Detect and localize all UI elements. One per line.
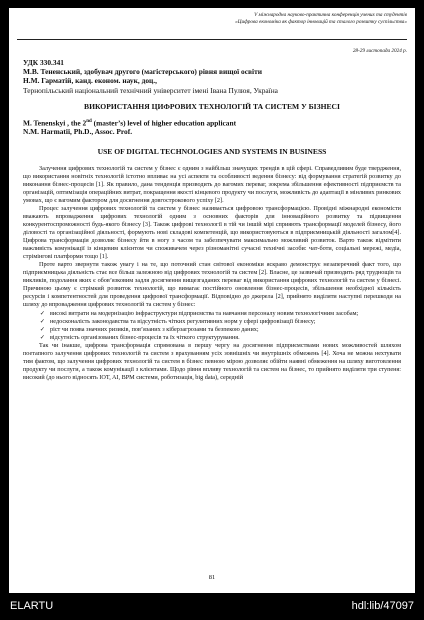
author-en-1 — [23, 117, 401, 128]
list-item-text: високі витрати на модернізацію інфраструктури підприємства та навчання персоналу новим технологічним засобам; — [50, 309, 359, 317]
paragraph-4: Так чи інакше, цифрова трансформація спрямована в першу чергу на досягнення підприємствами нових можливостей шляхом поетапного залучення цифрових технологій та систем з врахуванням усіх зовнішніх чи внутрішніх обмежень [4]. Хоча не можна нехтувати тим фактом, що залучення цифрових технологій та систем в бізнес певною мірою дозволяє обійти наявні обмеження на шляху виготовлення продукту чи послуги, а також комунікації з клієнтами. Щодо рівня впливу технологій та систем на бізнес, то прийнято виділяти три ступеня: високий (до нього відносять IOT, AI, BPM системи, роботизація, big data), середній — [23, 341, 401, 381]
paragraph-2: Процес залучення цифрових технологій та систем у бізнес називається цифровою трансформацією. Провідні міжнародні економісти вважають впровадження цифрових технологій одним з основних факторів для інноваційного розвитку та підвищення конкурентоспроможності будь-якого бізнесу [3]. Також цифрові технології в тій чи іншій мірі сприяють трансформації моделей бізнесу, його діловості та організаційної діяльності, формують нові складові компетенцій, що використовуються в підприємницькій діяльності загалом[4]. Цифрова трансформація дозволяє бізнесу йти в ногу з часом та забезпечувати максимально можливий розвиток. Варто також відмітити важливість комунікації із кінцевим клієнтом чи споживачем через різноманітні сучасні технічні засоби: чат-боти, соціальні мережі, медіа, стрімінгові платформи тощо [1]. — [23, 204, 401, 261]
list-item-text: відсутність організованих бізнес-процесів та їх чіткого структурування. — [50, 333, 240, 341]
checkmark-icon: ✓ — [39, 333, 45, 341]
checkmark-icon: ✓ — [39, 317, 45, 325]
conference-header — [235, 12, 407, 54]
list-item — [23, 318, 401, 326]
document-page — [9, 8, 415, 593]
checkmark-icon: ✓ — [39, 325, 45, 333]
header-date: 28-29 листопада 2024 р. — [352, 48, 407, 54]
list-item-text: недосконалість законодавства та відсутність чітких регулятивних норм у сфері цифровізації бізнесу; — [50, 317, 316, 325]
list-item — [23, 326, 401, 334]
author-en-2: N.M. Harmatii, Ph.D., Assoc. Prof. — [23, 127, 133, 137]
footer-right-handle: hdl:lib/47097 — [351, 600, 414, 612]
list-item — [23, 310, 401, 318]
article-title-en: USE OF DIGITAL TECHNOLOGIES AND SYSTEMS IN BUSINESS — [97, 146, 327, 156]
page-number: 81 — [208, 574, 216, 581]
checkmark-icon: ✓ — [39, 309, 45, 317]
header-line-1: V міжнародна науково-практична конференція учених та студентів — [254, 12, 407, 18]
university-affiliation: Тернопільський національний технічний університет імені Івана Пулюя, Україна — [23, 85, 278, 95]
author-ua-1: М.В. Тененський, здобувач другого (магістерського) рівня вищої освіти — [23, 67, 262, 77]
repository-footer — [0, 593, 424, 620]
article-title-ua: ВИКОРИСТАННЯ ЦИФРОВИХ ТЕХНОЛОГІЙ ТА СИСТЕМ У БІЗНЕСІ — [84, 101, 340, 111]
list-item — [23, 334, 401, 342]
author-ua-2: Н.М. Гарматій, канд. економ. наук, доц., — [23, 76, 157, 86]
header-divider — [17, 39, 407, 40]
header-line-2: «Цифрова економіка як фактор інновацій та сталого розвитку суспільства» — [235, 18, 407, 25]
paragraph-3: Проте варто звернути також увагу і на те, що поточний стан світової економіки яскраво демонструє незаперечний факт того, що підприємницька діяльність стає все більш залежною від цифрових технологій та систем [2]. Власне, це зазвичай призводить ряд труднощів та викликів, подолання яких є обов’язковим задля досягнення вищезгаданих переваг від використання цифрових технологій та систем у бізнесі. Причиною цьому є стрімкий розвиток технологій, що вимагає постійного оновлення бізнес-процесів, збільшення необхідної кількість ресурсів і компетентностей для проведення цифрової трансформації. Відповідно до джерела [2], прийнято виділяти наступні перешкоди на шляху до впровадження цифрових технологій та систем у бізнес: — [23, 261, 401, 309]
article-body — [23, 58, 401, 382]
author-en-1-level: (master’s) level of higher education applicant — [91, 118, 237, 128]
list-item-text: ріст чи поява значних ризиків, пов’язаних з кіберзагрозами та безпекою даних; — [50, 325, 259, 333]
udk-code: УДК 330.341 — [23, 58, 64, 67]
author-en-1-name: M. Tenenskyi , the 2 — [23, 118, 87, 128]
footer-left-label: ELARTU — [10, 600, 54, 612]
paragraph-1: Залучення цифрових технологій та систем у бізнес є одним з найбільш значущих трендів в цій сфері. Справедливим буде твердження, що використання новітніх технологій істотно впливає на усі аспекти та особливості ведення бізнесу: від формування стратегій розвитку до виконання бізнес-процесів [1]. Як правило, дана тенденція призводить до вагомих переваг, зокрема збільшення ефективності підприємств та організацій, оптимізація операційних витрат, покращення якості кінцевого продукту чи послуги, можливість до адаптації в мінливих ринкових умовах, що є вагомим фактором для досягнення довгострокового успіху [2]. — [23, 164, 401, 204]
author-en-1-sup: nd — [86, 118, 92, 124]
